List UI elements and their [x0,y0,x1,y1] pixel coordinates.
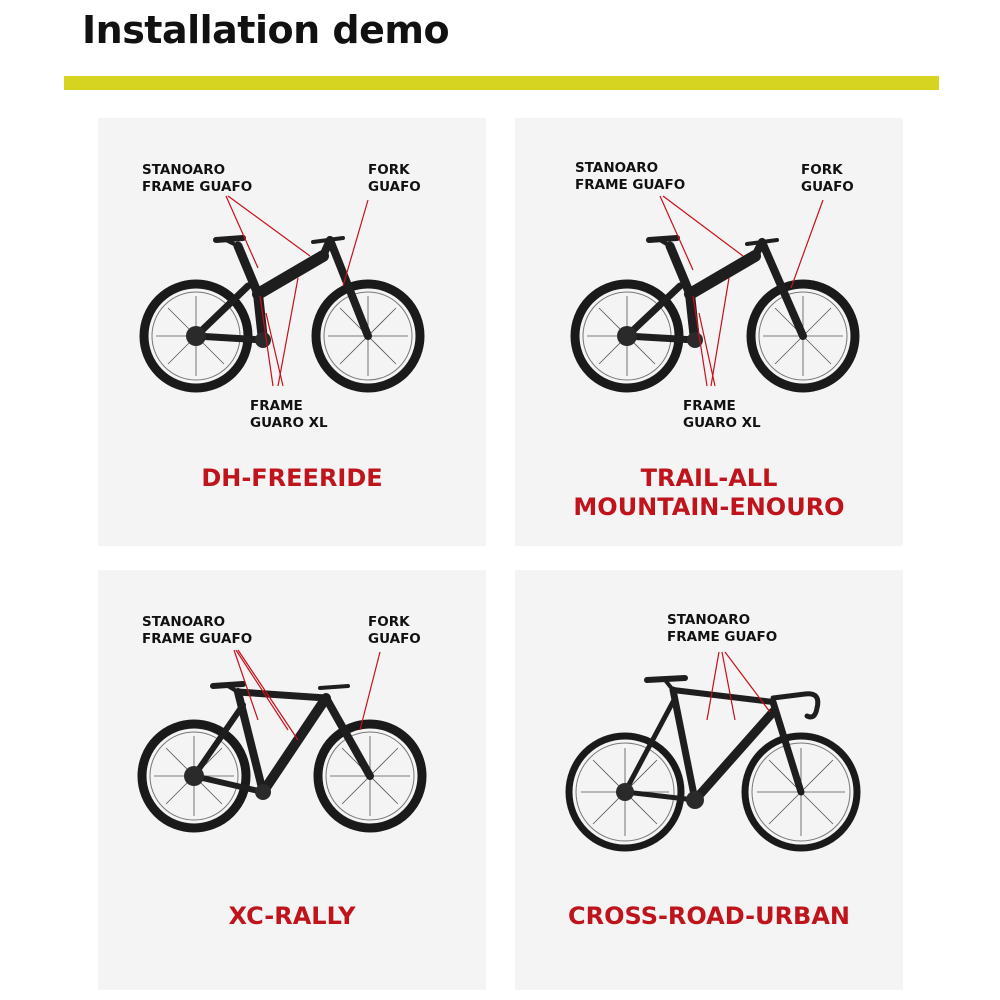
standard-frame-guard-label: STANOARO FRAME GUAFO [575,160,686,193]
accent-bar [64,76,939,90]
standard-frame-guard-label: STANOARO FRAME GUAFO [142,614,253,647]
bike-category-caption: XC-RALLY [228,902,356,930]
panel-trail-all-mountain-enouro [515,118,903,546]
page-title: Installation demo [82,8,450,52]
fork-guard-label: FORK GUAFO [368,614,421,647]
frame-guard-xl-label: FRAME GUARO XL [683,398,761,431]
fork-guard-label: FORK GUAFO [368,162,421,195]
bike-category-caption: DH-FREERIDE [201,464,383,492]
fork-guard-label: FORK GUAFO [801,162,854,195]
standard-frame-guard-label: STANOARO FRAME GUAFO [142,162,253,195]
bike-category-caption: TRAIL-ALL MOUNTAIN-ENOURO [573,464,845,521]
panel-dh-freeride [98,118,486,546]
bike-category-caption: CROSS-ROAD-URBAN [567,902,850,930]
panel-xc-rally [98,570,486,990]
standard-frame-guard-label: STANOARO FRAME GUAFO [667,612,778,645]
panel-cross-road-urban [515,570,903,990]
frame-guard-xl-label: FRAME GUARO XL [250,398,328,431]
